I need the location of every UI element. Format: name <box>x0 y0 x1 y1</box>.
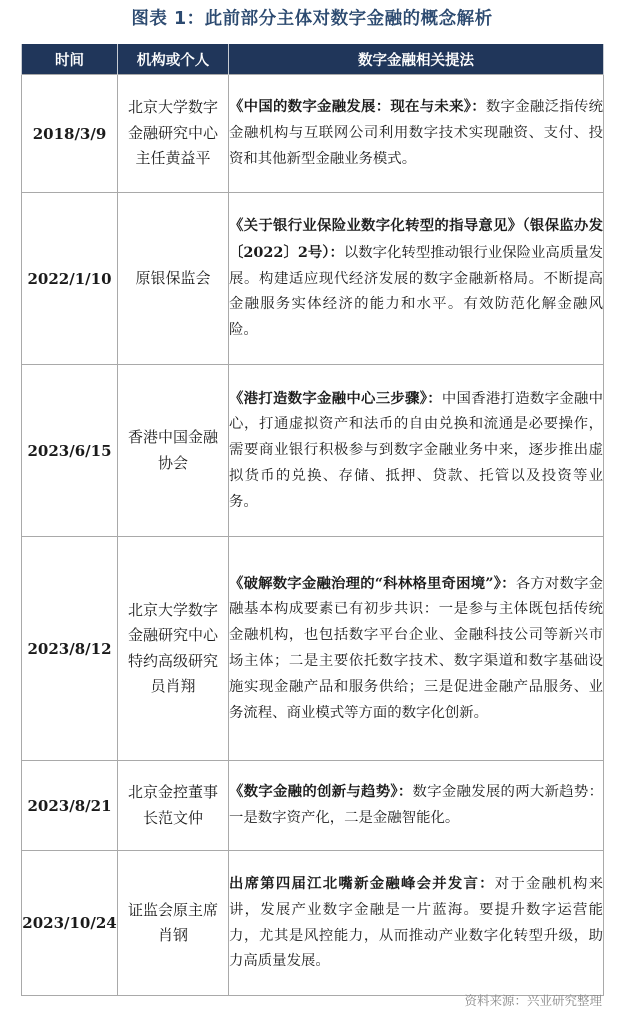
row-source-title: 《关于银行业保险业数字化转型的指导意见》（银保监办发〔2022〕2号）： <box>229 217 603 261</box>
table-row <box>22 537 604 761</box>
table-row <box>22 761 604 851</box>
row-org: 北京大学数字金融研究中心主任黄益平 <box>127 98 218 168</box>
row-content <box>229 365 604 537</box>
row-source-title: 《数字金融的创新与趋势》： <box>229 783 413 801</box>
row-description: 数字金融发展的两大新趋势：一是数字资产化，二是金融智能化。 <box>229 784 603 826</box>
table-header-row <box>22 44 604 75</box>
row-org: 北京金控董事长范文仲 <box>127 783 218 827</box>
row-content <box>229 851 604 996</box>
header-org: 机构或个人 <box>118 44 229 75</box>
header-time: 时间 <box>22 44 118 75</box>
row-org: 证监会原主席肖钢 <box>127 900 218 944</box>
row-content <box>229 193 604 365</box>
row-content <box>229 75 604 193</box>
row-date: 2023/8/12 <box>22 537 118 761</box>
row-date: 2022/1/10 <box>22 193 118 365</box>
concept-table <box>21 44 604 996</box>
row-org: 北京大学数字金融研究中心特约高级研究员肖翔 <box>127 600 218 695</box>
row-source-title: 《破解数字金融治理的“科林格里奇困境”》： <box>229 574 516 592</box>
row-description: 对于金融机构来讲，发展产业数字金融是一片蓝海。要提升数字运营能力，尤其是风控能力，从而推动产业数字化转型升级，助力高质量发展。 <box>229 875 603 970</box>
row-description: 各方对数字金融基本构成要素已有初步共识：一是参与主体既包括传统金融机构，也包括数字平台企业、金融科技公司等新兴市场主体；二是主要依托数字技术、数字渠道和数字基础设施实现金融产品和服务供给；三是促进金融产品服务、业务流程、商业模式等方面的数字化创新。 <box>229 575 603 721</box>
table-row <box>22 365 604 537</box>
row-source-title: 出席第四届江北嘴新金融峰会并发言： <box>229 874 495 892</box>
row-date: 2018/3/9 <box>22 75 118 193</box>
table-row <box>22 75 604 193</box>
row-description: 数字金融泛指传统金融机构与互联网公司利用数字技术实现融资、支付、投资和其他新型金融业务模式。 <box>229 99 603 167</box>
figure-title: 图表 1：此前部分主体对数字金融的概念解析 <box>131 9 493 29</box>
row-description: 中国香港打造数字金融中心，打通虚拟资产和法币的自由兑换和流通是必要操作，需要商业银行积极参与到数字金融业务中来，逐步推出虚拟货币的兑换、存储、抵押、贷款、托管以及投资等业务。 <box>229 390 603 510</box>
row-date: 2023/10/24 <box>22 851 118 996</box>
header-content: 数字金融相关提法 <box>229 44 604 75</box>
row-source-title: 《港打造数字金融中心三步骤》： <box>229 389 442 407</box>
row-date: 2023/6/15 <box>22 365 118 537</box>
table-row <box>22 193 604 365</box>
row-source-title: 《中国的数字金融发展：现在与未来》： <box>229 98 486 116</box>
row-org: 香港中国金融协会 <box>127 428 218 472</box>
row-description: 以数字化转型推动银行业保险业高质量发展。构建适应现代经济发展的数字金融新格局。不断提高金融服务实体经济的能力和水平。有效防范化解金融风险。 <box>229 244 603 339</box>
table-row <box>22 851 604 996</box>
row-date: 2023/8/21 <box>22 761 118 851</box>
source-note: 资料来源：兴业研究整理 <box>464 993 602 1008</box>
row-content <box>229 537 604 761</box>
row-org: 原银保监会 <box>135 268 211 287</box>
row-content <box>229 761 604 851</box>
